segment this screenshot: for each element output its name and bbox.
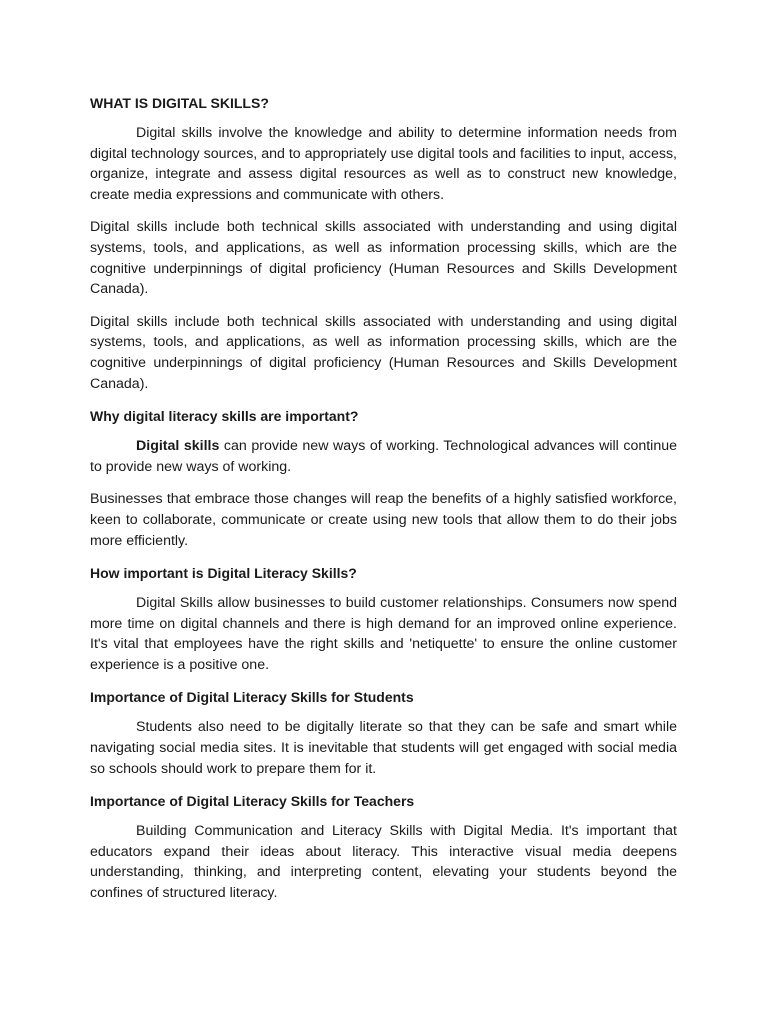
why-bold-lead: Digital skills: [136, 438, 220, 455]
students-heading: Importance of Digital Literacy Skills for Students: [90, 689, 414, 706]
intro-paragraph-1: Digital skills involve the knowledge and ability to determine information needs from digital technology sources, and to appropriately use digital tools and facilities to input, access, organize, integrate and assess digital resources as well as to construct new knowledge, create media expressions and communicate with others.: [90, 125, 677, 203]
teachers-heading: Importance of Digital Literacy Skills for Teachers: [90, 793, 415, 810]
teachers-paragraph-1: Building Communication and Literacy Skills with Digital Media. It's important that educators expand their ideas about literacy. This interactive visual media deepens understanding, thinking, and interpreting content, elevating your students beyond the confines of structured literacy.: [90, 823, 677, 902]
how-paragraph-1: Digital Skills allow businesses to build customer relationships. Consumers now spend more time on digital channels and there is high demand for an improved online experience. It's vital that employees have the right skills and 'netiquette' to ensure the online customer experience is a positive one.: [90, 595, 677, 673]
document-page: [90, 93, 677, 916]
how-heading: How important is Digital Literacy Skills?: [90, 565, 357, 582]
intro-paragraph-3: Digital skills include both technical skills associated with understanding and using digital systems, tools, and applications, as well as information processing skills, which are the cognitive underpinnings of digital proficiency (Human Resources and Skills Development Canada).: [90, 313, 677, 392]
why-paragraph-2: Businesses that embrace those changes will reap the benefits of a highly satisfied workforce, keen to collaborate, communicate or create using new tools that allow them to do their jobs more efficiently.: [90, 491, 677, 549]
document-title: WHAT IS DIGITAL SKILLS?: [90, 95, 269, 111]
students-paragraph-1: Students also need to be digitally literate so that they can be safe and smart while navigating social media sites. It is inevitable that students will get engaged with social media so schools should work to prepare them for it.: [90, 719, 677, 777]
intro-paragraph-2: Digital skills include both technical skills associated with understanding and using digital systems, tools, and applications, as well as information processing skills, which are the cognitive underpinnings of digital proficiency (Human Resources and Skills Development Canada).: [90, 219, 677, 298]
why-paragraph-1-text: can provide new ways of working. Technological advances will continue to provide new ways of working.: [90, 438, 677, 475]
why-paragraph-1: [90, 436, 677, 477]
why-heading: Why digital literacy skills are important?: [90, 408, 359, 425]
